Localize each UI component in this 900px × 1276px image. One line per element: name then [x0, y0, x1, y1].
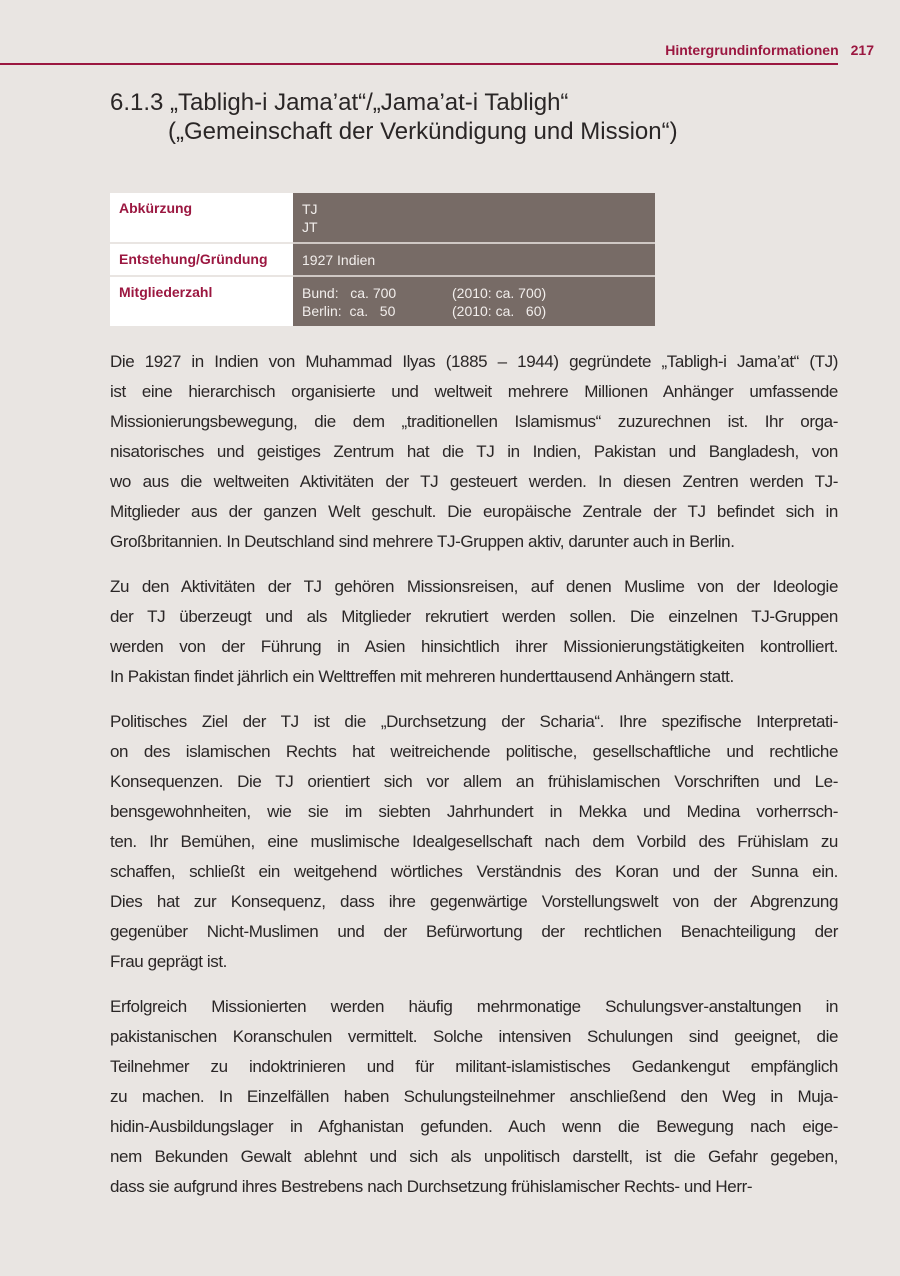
- text-line: Großbritannien. In Deutschland sind mehrere TJ-Gruppen aktiv, darunter auch in Berlin.: [110, 532, 735, 551]
- members-2010: (2010: ca. 60): [452, 303, 547, 319]
- row-value: [293, 276, 655, 326]
- heading-line-1: 6.1.3 „Tabligh-i Jama’at“/„Jama’at-i Tabligh“: [110, 89, 569, 116]
- heading-line-2: („Gemeinschaft der Verkündigung und Mission“): [168, 118, 678, 145]
- paragraph: [110, 992, 838, 1202]
- members-berlin: [302, 302, 646, 320]
- paragraph: [110, 707, 838, 977]
- row-label: Mitgliederzahl: [110, 276, 293, 326]
- text-line: schaffen, schließt ein weitgehend wörtliches Verständnis des Koran und der Sunna ein.: [110, 862, 838, 881]
- header-rule: [0, 63, 838, 65]
- paragraph: [110, 347, 838, 557]
- text-line: pakistanischen Koranschulen vermittelt. Solche intensiven Schulungen sind geeignet, die: [110, 1027, 838, 1046]
- fact-table: [110, 193, 655, 326]
- text-line: hidin-Ausbildungslager in Afghanistan gefunden. Auch wenn die Bewegung nach eige-: [110, 1117, 838, 1136]
- row-value: [293, 193, 655, 243]
- text-line: ten. Ihr Bemühen, eine muslimische Idealgesellschaft nach dem Vorbild des Frühislam zu: [110, 832, 838, 851]
- text-line: wo aus die weltweiten Aktivitäten der TJ gesteuert werden. In diesen Zentren werden TJ-: [110, 472, 838, 491]
- text-line: Erfolgreich Missionierten werden häufig mehrmonatige Schulungsver-anstaltungen in: [110, 997, 838, 1016]
- row-label: Abkürzung: [110, 193, 293, 243]
- table-row: [110, 193, 655, 243]
- text-line: Teilnehmer zu indoktrinieren und für militant-islamistisches Gedankengut empfänglich: [110, 1057, 838, 1076]
- members-current: Berlin: ca. 50: [302, 303, 396, 319]
- text-line: Zu den Aktivitäten der TJ gehören Missionsreisen, auf denen Muslime von der Ideologie: [110, 577, 838, 596]
- text-line: Mitglieder aus der ganzen Welt geschult. Die europäische Zentrale der TJ befindet sich in: [110, 502, 838, 521]
- text-line: nisatorisches und geistiges Zentrum hat die TJ in Indien, Pakistan und Bangladesh, von: [110, 442, 838, 461]
- paragraph: [110, 572, 838, 692]
- text-line: Missionierungsbewegung, die dem „traditionellen Islamismus“ zuzurechnen ist. Ihr orga-: [110, 412, 838, 431]
- text-line: ist eine hierarchisch organisierte und weltweit mehrere Millionen Anhänger umfassende: [110, 382, 838, 401]
- abbr-1: TJ: [302, 201, 318, 217]
- text-line: Konsequenzen. Die TJ orientiert sich vor allem an frühislamischen Vorschriften und Le-: [110, 772, 838, 791]
- text-line: zu machen. In Einzelfällen haben Schulungsteilnehmer anschließend den Weg in Muja-: [110, 1087, 838, 1106]
- text-line: dass sie aufgrund ihres Bestrebens nach Durchsetzung frühislamischer Rechts- und Herr-: [110, 1177, 753, 1196]
- text-line: Die 1927 in Indien von Muhammad Ilyas (1885 – 1944) gegründete „Tabligh-i Jama’at“ (TJ): [110, 352, 838, 371]
- text-line: werden von der Führung in Asien hinsichtlich ihrer Missionierungstätigkeiten kontrolliert.: [110, 637, 838, 656]
- text-line: der TJ überzeugt und als Mitglieder rekrutiert werden sollen. Die einzelnen TJ-Gruppen: [110, 607, 838, 626]
- row-value: 1927 Indien: [293, 243, 655, 276]
- content: [110, 193, 838, 1217]
- text-line: nem Bekunden Gewalt ablehnt und sich als unpolitisch darstellt, ist die Gefahr gegeben,: [110, 1147, 838, 1166]
- members-current: Bund: ca. 700: [302, 285, 397, 301]
- text-line: bensgewohnheiten, wie sie im siebten Jahrhundert in Mekka und Medina vorherrsch-: [110, 802, 838, 821]
- section-heading: [110, 88, 678, 146]
- members-bund: [302, 284, 646, 302]
- table-row: [110, 243, 655, 276]
- text-line: Frau geprägt ist.: [110, 952, 227, 971]
- members-2010: (2010: ca. 700): [452, 285, 547, 301]
- text-line: Dies hat zur Konsequenz, dass ihre gegenwärtige Vorstellungswelt von der Abgrenzung: [110, 892, 838, 911]
- section-name: Hintergrundinformationen: [665, 42, 839, 58]
- text-line: on des islamischen Rechts hat weitreichende politische, gesellschaftliche und rechtliche: [110, 742, 838, 761]
- row-label: Entstehung/Gründung: [110, 243, 293, 276]
- body-text: [110, 347, 838, 1202]
- abbr-2: JT: [302, 219, 318, 235]
- running-header: [665, 42, 874, 58]
- page-number: 217: [850, 42, 874, 58]
- table-row: [110, 276, 655, 326]
- text-line: Politisches Ziel der TJ ist die „Durchsetzung der Scharia“. Ihre spezifische Interpretati-: [110, 712, 838, 731]
- text-line: gegenüber Nicht-Muslimen und der Befürwortung der rechtlichen Benachteiligung der: [110, 922, 838, 941]
- text-line: In Pakistan findet jährlich ein Welttreffen mit mehreren hunderttausend Anhängern statt.: [110, 667, 734, 686]
